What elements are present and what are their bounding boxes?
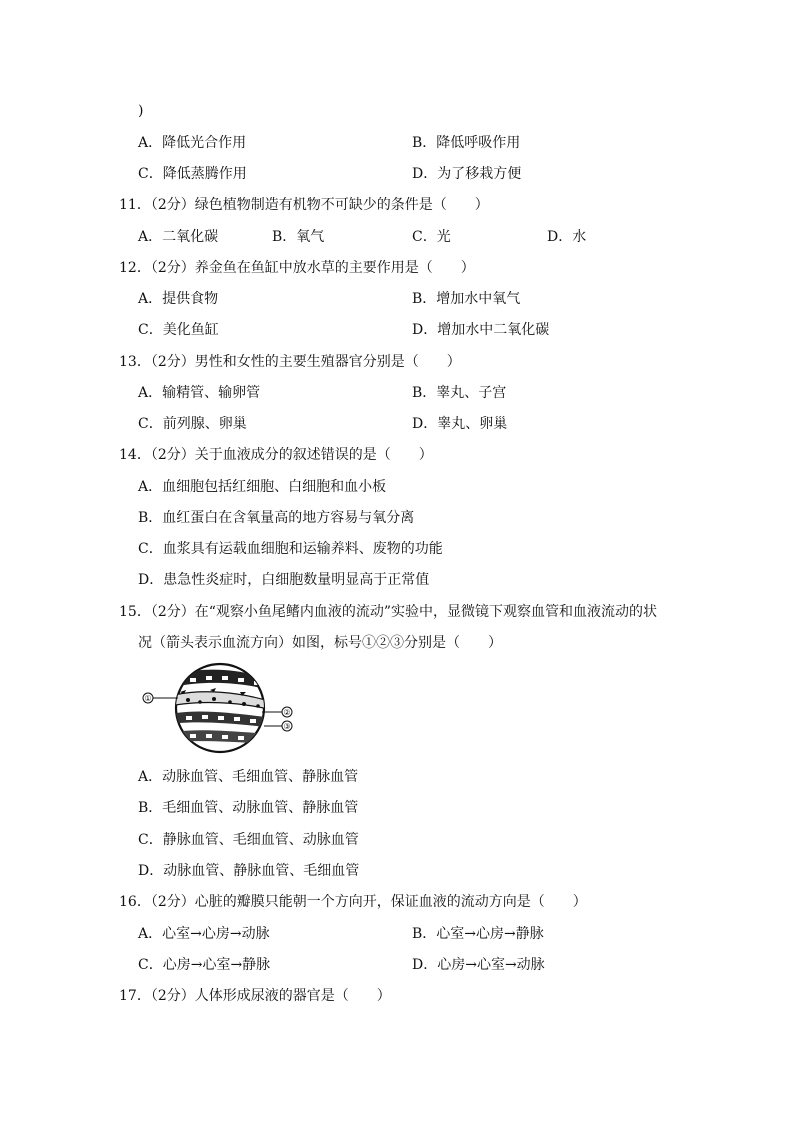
q10-option-d: D．为了移栽方便	[412, 166, 522, 182]
q10-option-a: A．降低光合作用	[138, 135, 247, 151]
q13-option-a: A．输精管、输卵管	[138, 385, 261, 401]
q16-stem: 16．（2分）心脏的瓣膜只能朝一个方向开，保证血液的流动方向是（ ）	[119, 894, 587, 910]
fish-tail-blood-flow-illustration	[140, 662, 300, 754]
q13-option-d: D．睾丸、卵巢	[412, 416, 508, 432]
q13-option-c: C．前列腺、卵巢	[138, 416, 247, 432]
q12-stem: 12．（2分）养金鱼在鱼缸中放水草的主要作用是（ ）	[119, 260, 475, 276]
q15-option-a: A．动脉血管、毛细血管、静脉血管	[138, 769, 359, 785]
figure-label-2: ②	[283, 708, 291, 717]
q12-option-c: C．美化鱼缸	[138, 322, 219, 338]
q15-stem-line-2: 况（箭头表示血流方向）如图，标号①②③分别是（ ）	[138, 635, 502, 651]
q14-option-b: B．血红蛋白在含氧量高的地方容易与氧分离	[138, 510, 415, 526]
q11-option-b: B．氧气	[272, 229, 325, 245]
q13-stem: 13．（2分）男性和女性的主要生殖器官分别是（ ）	[119, 354, 461, 370]
q15-option-c: C．静脉血管、毛细血管、动脉血管	[138, 832, 359, 848]
q11-option-a: A．二氧化碳	[138, 229, 219, 245]
q10-option-b: B．降低呼吸作用	[412, 135, 521, 151]
q16-option-b: B．心室→心房→静脉	[412, 926, 544, 942]
q12-option-d: D．增加水中二氧化碳	[412, 322, 550, 338]
q16-option-c: C．心房→心室→静脉	[138, 957, 271, 973]
q13-option-b: B．睾丸、子宫	[412, 385, 507, 401]
q11-option-d: D．水	[547, 229, 587, 245]
figure-label-3: ③	[283, 722, 291, 731]
q14-option-c: C．血浆具有运载血细胞和运输养料、废物的功能	[138, 541, 443, 557]
q17-stem: 17．（2分）人体形成尿液的器官是（ ）	[119, 988, 391, 1004]
q15-option-d: D．动脉血管、静脉血管、毛细血管	[138, 863, 360, 879]
q15-stem-line-1: 15．（2分）在“观察小鱼尾鳍内血液的流动”实验中，显微镜下观察血管和血液流动的状	[119, 604, 658, 620]
q11-option-c: C．光	[412, 229, 451, 245]
blood-vessel-microscope-figure	[140, 662, 300, 754]
figure-label-1: ①	[144, 694, 152, 703]
q15-option-b: B．毛细血管、动脉血管、静脉血管	[138, 800, 359, 816]
question-10-stem-end: )	[138, 103, 144, 119]
q12-option-a: A．提供食物	[138, 291, 219, 307]
q11-stem: 11．（2分）绿色植物制造有机物不可缺少的条件是（ ）	[119, 197, 489, 213]
q16-option-a: A．心室→心房→动脉	[138, 926, 270, 942]
q12-option-b: B．增加水中氧气	[412, 291, 521, 307]
q14-option-a: A．血细胞包括红细胞、白细胞和血小板	[138, 479, 387, 495]
q16-option-d: D．心房→心室→动脉	[412, 957, 545, 973]
q10-option-c: C．降低蒸腾作用	[138, 166, 247, 182]
q14-option-d: D．患急性炎症时，白细胞数量明显高于正常值	[138, 572, 430, 588]
q14-stem: 14．（2分）关于血液成分的叙述错误的是（ ）	[119, 447, 433, 463]
